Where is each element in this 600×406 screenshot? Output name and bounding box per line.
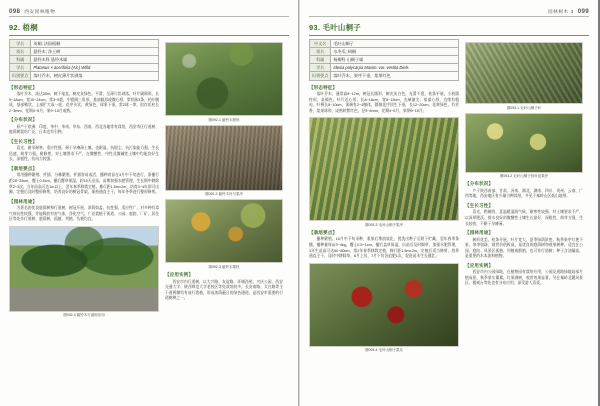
- name-value-latin: Idesia polycarpa Maxim. var. vestita Diels: [331, 64, 459, 72]
- section-text-habit-right: 喜光，稍耐阴，喜温暖湿润气候，耐寒性较强，对土壤要求不严，以深厚肥沃、排水良好的微酸性土壤生长最好，深根性，萌芽力强，生长较快，不耐干旱瘠薄。: [465, 210, 583, 226]
- species-title-left: 92. 梧桐: [9, 22, 289, 36]
- running-head-right: [309, 7, 589, 17]
- name-value-latin: Platanus × acerifolia (Ait.) Willd.: [31, 64, 159, 72]
- table-row: [10, 72, 159, 80]
- figure-caption: 图092-2 悬铃木叶与果序: [205, 192, 243, 197]
- section-text-morphology-right: 落叶乔木，通常高8~12m，树冠长圆形，树皮灰白色，光滑不裂，枝条平展，小枝圆柱形，灰褐色，叶片近心形，长8~16cm，宽8~15cm，先端渐尖，基部心形，边缘有粗齿，叶柄长5~10cm，顶端有2~4腺体，圆锥花序顶生下垂，长12~20cm，花黄绿色，有芳香，浆果球形，成熟时紫红色，径5~6mm，花期4~5月，果期9~10月。: [309, 92, 459, 113]
- figure-caption: 图093-1 毛叶山桐子叶: [506, 105, 542, 110]
- section-heading-distribution-left: 【 分布状况 】: [9, 117, 159, 123]
- section-text-morphology-left: 落叶乔木，高达30m，树干笔直，树皮灰绿色，平滑，呈薄片状剥落，叶片阔卵形，长9~18cm，宽10~24cm，常3~5裂，中裂阔三角形，基部截形或微心形，掌状脉3条，托叶膜质，基部鞘状，上部扩大成一轮，花序头状，黄绿色，球果下垂，常2球一串，宿存花柱长2~3mm，花期4~5月，果9~10月成熟。: [9, 92, 159, 113]
- figure-leaf-right: [465, 42, 583, 110]
- name-key: 别名: [310, 48, 331, 56]
- section-text-use-right: 树形优美，枝条开展，叶片宽大，夏季绿荫浓密，秋季果序红艳下垂，串串如珠，观赏价值极高，是优良的庭荫树和观果树种，适宜在公园、庭院、风景区孤植、列植或群植，也可作行道树；种子含油量高，是重要的木本油料植物。: [465, 237, 583, 259]
- section-text-example-right: 西安市内公园绿地，在植物园有栽培应用，公园及道路绿地局部片植成景，秋季果实累累，红果满树，观赏效果显著，另在秦岭北麓风景区、楼观台等处也有分布应用，深受游人喜爱。: [465, 270, 583, 286]
- name-value: 落叶乔木，果序下垂，浆果红色: [331, 72, 459, 80]
- figure-tree-form-left: [165, 42, 283, 122]
- name-key: 识别要点: [310, 72, 331, 80]
- figure-caption: 图093-3 毛叶山桐子果序: [365, 222, 403, 227]
- section-heading-example-left: 【 应用实例 】: [165, 272, 283, 278]
- name-table-right: [309, 39, 459, 81]
- left-page: [0, 0, 299, 406]
- photo-fruit-cluster: [465, 113, 583, 173]
- section-heading-morphology-left: 【 形态特征 】: [9, 85, 159, 91]
- species-title-right: 93. 毛叶山桐子: [309, 22, 589, 36]
- running-head-left: [9, 7, 289, 17]
- name-key: 别名: [10, 48, 31, 56]
- photo-street-trees: [9, 226, 159, 312]
- section-heading-use-left: 【 园林用途 】: [9, 199, 159, 205]
- name-key: 科属: [310, 56, 331, 64]
- photo-red-fruits: [309, 263, 459, 347]
- section-text-use-left: 为著名的优良庭荫树和行道树，树冠开展、浓荫如盖、抗性强、适应性广，对多种有毒气体抗性较强，并能吸收有害气体，净化空气，广泛栽植于街道、公园、庭院、厂矿、居住区等处作行道树、庭荫树，孤植、列植、丛植均宜。: [9, 206, 160, 222]
- name-value: 英桐; 法国梧桐: [31, 40, 159, 48]
- figure-caption: 图093-2 毛叶山桐子枝叶及果序: [499, 174, 549, 179]
- figure-caption: 图092-3 悬铃木果枝: [208, 264, 240, 269]
- right-page-main-column: [309, 39, 459, 354]
- table-row: [10, 48, 159, 56]
- left-page-main-column: [9, 39, 159, 319]
- section-heading-cultivation-right: 【 栽培要点 】: [309, 230, 459, 236]
- photo-tree-form: [165, 42, 283, 116]
- figure-street-left: [9, 226, 159, 318]
- section-heading-cultivation-left: 【 栽培要点 】: [9, 166, 159, 172]
- section-text-cultivation-left: 常用播种繁殖、扦插、分株繁殖，扦插容易成活，播种育苗在3月中下旬进行，条播行距20~25cm，覆土0.5cm，播后覆草保湿，约15天出苗，苗期加强水肥管理，生长期中耕除草2~3次，当年苗高可达1m以上，翌年春季移栽定植，株行距1.5m×2m，培育3~4年即可出圃，定植后及时整形修剪，培养良好的树冠骨架，保持通直主干，每年冬季进行整形修剪。: [9, 173, 160, 195]
- name-key: 学名: [310, 64, 331, 72]
- figure-caption: 图092-4 悬铃木行道树应用: [63, 313, 105, 318]
- section-heading-example-right: 【 应用实例 】: [465, 263, 583, 269]
- table-row: [310, 40, 459, 48]
- name-value: 杨柳科 山桐子属: [331, 56, 459, 64]
- name-value: 毛叶山桐子: [331, 40, 459, 48]
- photo-leaf-and-fruit: [165, 125, 283, 191]
- running-head-title-left: 西安园林植物: [24, 8, 56, 14]
- table-row: [310, 48, 459, 56]
- name-key: 科属: [10, 56, 31, 64]
- page-number-right: 099: [577, 8, 589, 15]
- section-heading-distribution-right: 【 分布状况 】: [465, 181, 583, 187]
- figure-caption: 图092-1 悬铃木树形: [208, 117, 240, 122]
- photo-leaves: [465, 42, 583, 104]
- figure-fruit-cluster-right: [465, 113, 583, 179]
- running-head-title-right: 园林树木 3: [547, 8, 574, 14]
- name-value: 悬铃木; 净土树: [31, 48, 159, 56]
- left-page-figure-column: [165, 39, 283, 319]
- section-heading-use-right: 【 园林用途 】: [465, 230, 583, 236]
- figure-caption: 图093-4 毛叶山桐子果实: [365, 348, 403, 353]
- photo-branch-with-fruit-cluster: [309, 117, 459, 221]
- table-row: [10, 64, 159, 72]
- left-page-columns: [9, 39, 289, 319]
- right-page-columns: [309, 39, 589, 354]
- name-table-left: [9, 39, 159, 81]
- figure-leaf-fruit-left: [165, 125, 283, 197]
- table-row: [10, 56, 159, 64]
- name-value: 水冬瓜; 椅桐: [331, 48, 459, 56]
- section-heading-habit-right: 【 生长习性 】: [465, 203, 583, 209]
- figure-fruit-branch-left: [165, 199, 283, 269]
- section-heading-habit-left: 【 生长习性 】: [9, 139, 159, 145]
- section-heading-morphology-right: 【 形态特征 】: [309, 85, 459, 91]
- section-text-distribution-left: 原产于欧洲、印度，华中、华南、华东、西南、西北各地常有栽培，西安市区行道树、庭荫树栽培广泛，日本也有引种。: [9, 124, 160, 135]
- table-row: [310, 64, 459, 72]
- name-value: 悬铃木科 悬铃木属: [31, 56, 159, 64]
- page-number-left: 098: [9, 8, 21, 15]
- right-page: [299, 0, 598, 406]
- name-key: 学名: [10, 64, 31, 72]
- figure-redfruit-right: [309, 263, 459, 353]
- name-key: 学名: [10, 40, 31, 48]
- table-row: [310, 72, 459, 80]
- name-key: 识别要点: [10, 72, 31, 80]
- photo-fruit-branch: [165, 199, 283, 263]
- table-row: [10, 40, 159, 48]
- table-row: [310, 56, 459, 64]
- section-text-distribution-right: 产于陕西南部、甘肃、河南、湖北、湖南、四川、贵州、云南、广西等地，西安地区有少量引种栽培，多见于秦岭山区低山地带。: [465, 188, 583, 199]
- section-text-example-left: 西安市内行道树，以大兴路、友谊路、环城西苑、兴庆公园、西安交通大学、陕西师范大学老校区等处栽培较多，长安南路、太白路等主干道两侧均有成行栽植，形成浓荫蔽日的绿色通道，是西安市重要的行道树种之一。: [165, 279, 283, 301]
- section-text-cultivation-right: 播种繁殖。10月中下旬采种，浆果后堆放软化，搓洗出种子后阴干贮藏，翌年春季条播，播种量每亩3~4kg，覆土0.5~1cm，播后盖草保湿，出苗后及时揭草，加强水肥管理，1年生苗高可达60~80cm，第2年春季移栽定植，株行距1.5m×2m，定植后适当修剪，培养通直主干，及时中耕除草，6月上旬、7月下旬各追肥1次，促进苗木生长健壮。: [309, 237, 459, 259]
- section-text-habit-left: 喜光、耐旱耐寒，适应性强，耐干旱瘠薄土壤，也耐湿，抗烟尘、抗污染能力强，生长迅速，萌芽力强，耐修剪，对土壤要求不严，在微酸性、中性及微碱性土壤中均能良好生长，深根性，抗风力较强。: [9, 146, 160, 162]
- name-key: 中文名: [310, 40, 331, 48]
- figure-catkin-right: [309, 117, 459, 227]
- name-value: 落叶乔木，树皮薄片状剥落: [31, 72, 159, 80]
- right-page-figure-column: [465, 39, 583, 354]
